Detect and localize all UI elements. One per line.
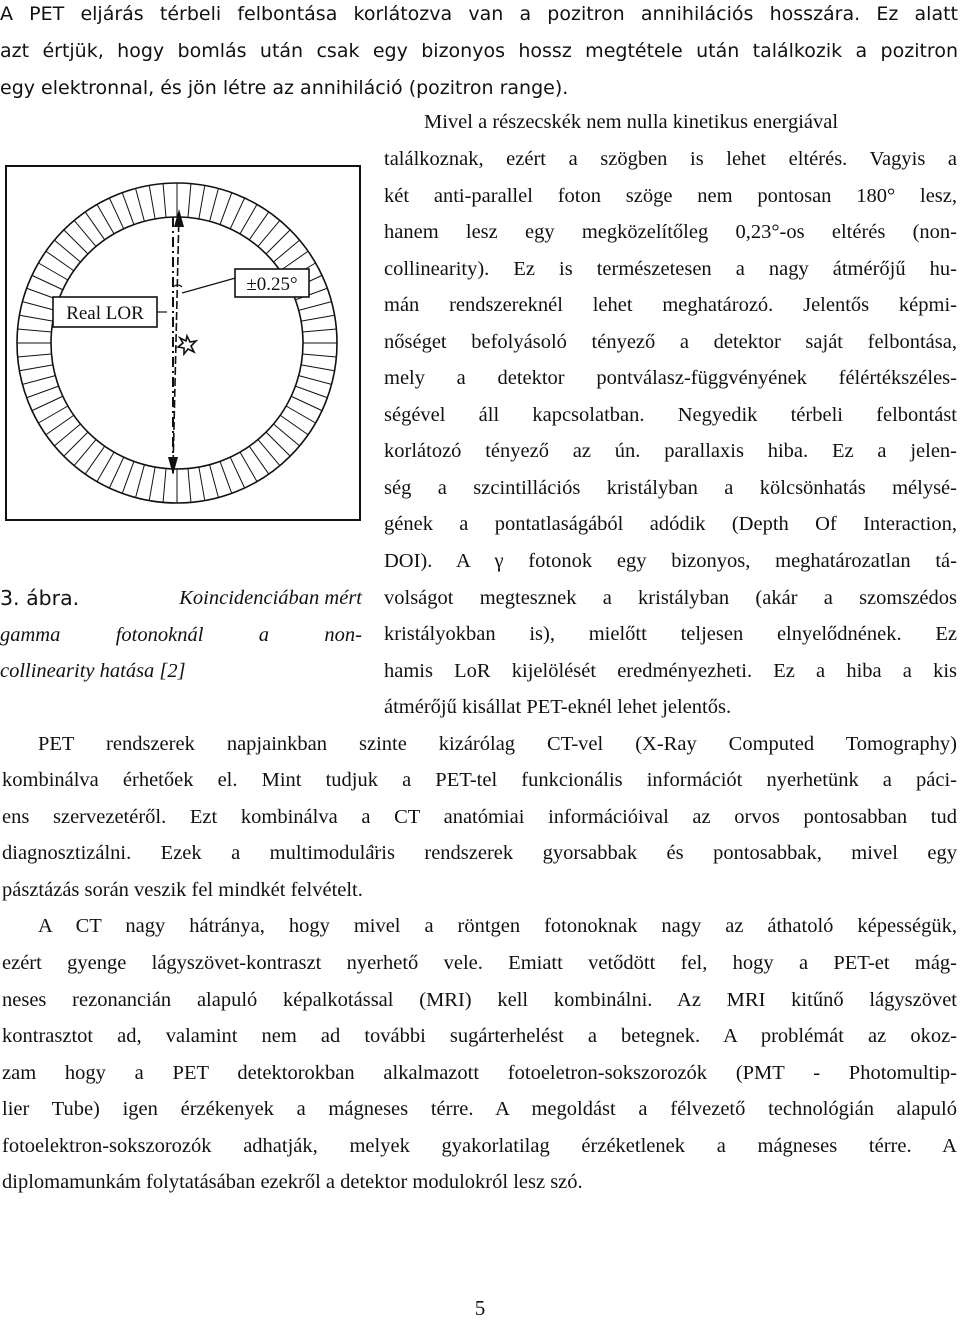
caption-number: 3. ábra. [0,586,80,610]
text-line: kombinálva érhetőek el. Mint tudjuk a PET-tel funkcionális információt nyerhetünk a páci- [2,769,957,791]
text-line: A PET eljárás térbeli felbontása korlátozva van a pozitron annihilációs hosszára. Ez alatt [0,3,958,25]
detector-crystal [299,302,332,311]
detector-crystal [122,193,134,225]
detector-crystal [74,220,96,246]
detector-crystal [230,198,244,229]
text-line: egy elektronnal, és jön létre az annihiláció (pozitron range). [0,77,569,99]
detector-crystal [64,230,88,254]
detector-crystal [188,469,191,503]
text-line: mán rendszereknél lehet meghatározó. Jelentős képmi- [384,294,957,316]
detector-crystal [199,185,205,218]
detector-crystal [38,263,67,280]
figure-noncollinearity [5,165,361,521]
detector-crystal [280,415,308,435]
detector-crystal [230,457,244,488]
detector-crystal [38,406,67,423]
text-line: két anti-parallel foton szöge nem pontosan 180° lesz, [384,185,957,207]
text-line: gének a pontatlaságából adódik (Depth Of Interaction, [384,513,957,535]
detector-crystal [274,424,300,446]
detector-crystal [22,302,55,311]
text-line: zam hogy a PET detektorokban alkalmazott fotoeletron-sokszorozók (PMT - Photomultip- [2,1062,957,1084]
detector-crystal [291,396,322,410]
text-line: diagnosztizálni. Ezek a multimodulá̈ris rendszerek gyorsabbak és pontosabbak, mivel egy [2,842,957,864]
annihilation-point-icon [178,336,196,354]
text-line: Mivel a részecskék nem nulla kinetikus energiával [424,111,839,133]
detector-crystal [136,465,145,498]
caption-text: Koincidenciában mért [179,587,362,609]
text-line: lier Tube) igen érzékenyek a mágneses térre. A megoldást a félvezető technológián alapuló [2,1098,957,1120]
detector-crystal [97,204,114,233]
detector-crystal [109,198,123,229]
detector-crystal [149,185,155,218]
detector-crystal [163,469,166,503]
detector-crystal [240,452,257,481]
detector-crystal [266,432,290,456]
detector-crystal [303,329,337,332]
detector-crystal [286,406,315,423]
caption-line: collinearity hatása [2] [0,660,186,682]
caption-line [0,586,362,610]
detector-crystal [301,315,334,321]
detector-crystal [54,424,80,446]
detector-crystal [220,193,232,225]
text-line: kontrasztot ad, valamint nem ad további sugárterhelést a betegnek. A problémát az okoz- [2,1025,957,1047]
detector-crystal [258,440,280,466]
detector-crystal [19,315,52,321]
text-line: fotoelektron-sokszorozók adhatják, melyek gyakorlatilag érzéketlenek a mágneses térre. A [2,1135,957,1157]
detector-crystal [109,457,123,488]
text-line: diplomamunkám folytatásában ezekről a detektor modulokról lesz szó. [2,1171,583,1193]
text-line: PET rendszerek napjainkban szinte kizárólag CT-vel (X-Ray Computed Tomography) [38,733,957,755]
detector-crystal [280,251,308,271]
text-line: collinearity). Ez is természetesen a nagy átmérőjű hu- [384,258,957,280]
detector-crystal [46,251,74,271]
detector-crystal [258,220,280,246]
detector-crystal [299,376,332,385]
detector-crystal [97,452,114,481]
detector-crystal [199,467,205,500]
detector-crystal [122,461,134,493]
detector-crystal [136,188,145,221]
detector-crystal [46,415,74,435]
detector-crystal [210,465,219,498]
detector-crystal [54,240,80,262]
detector-crystal [266,230,290,254]
text-line: mely a detektor pontválasz-függvényének félértékszéles- [384,367,957,389]
text-line: azt értjük, hogy bomlás után csak egy bizonyos hossz megtétele után találkozik a pozitron [0,40,958,62]
detector-crystal [188,184,191,218]
text-line: A CT nagy hátránya, hogy mivel a röntgen fotonoknak nagy az áthatoló képességük, [38,915,957,937]
angle-label: ±0.25° [246,274,298,295]
text-line: ségével áll kapcsolatban. Negyedik térbeli felbontást [384,404,957,426]
text-line: korlátozó tényező az ún. parallaxis hiba. Ez a jelen- [384,440,957,462]
text-line: találkoznak, ezért a szögben is lehet eltérés. Vagyis a [384,148,957,170]
text-line: pásztázás során veszik fel mindkét felvételt. [2,879,363,901]
text-line: ség a szcintillációs kristályban a kölcsönhatás mélysé- [384,477,957,499]
page-number: 5 [474,1296,486,1320]
text-line: hanem lesz egy megközelítőleg 0,23°-os eltérés (non- [384,221,957,243]
detector-crystal [18,354,52,357]
arrowhead-top [174,209,184,227]
text-line: nőséget befolyásoló tényező a detektor saját felbontása, [384,331,957,353]
detector-crystal [303,354,337,357]
text-line: ezért gyenge lágyszövet-kontraszt nyerhető vele. Emiatt vetődött fel, hogy a PET-et mág- [2,952,957,974]
detector-ring-diagram [7,167,359,519]
real-lor-label: Real LOR [66,303,144,324]
text-line: ens szervezetéről. Ezt kombinálva a CT anatómiai információival az orvos pontosabban tud [2,806,957,828]
text-line: volságot megtesznek a kristályban (akár a szomszédos [384,587,957,609]
text-line: DOI). A γ fotonok egy bizonyos, meghatározatlan tá- [384,550,957,572]
text-line: átmérőjű kisállat PET-eknél lehet jelentős. [384,696,732,718]
detector-crystal [149,467,155,500]
detector-crystal [249,446,269,474]
detector-crystal [32,396,63,410]
detector-crystal [295,386,327,398]
detector-crystal [85,446,105,474]
detector-crystal [163,184,166,218]
detector-crystal [249,212,269,240]
detector-crystal [18,329,52,332]
detector-crystal [32,275,63,289]
text-line: neses rezonancián alapuló képalkotással (MRI) kell kombinálni. Az MRI kitűnő lágyszövet [2,989,957,1011]
detector-crystal [27,386,59,398]
text-line: kristályokban is), mielőtt teljesen elnyelődnének. Ez [384,623,957,645]
detector-ring [17,183,337,503]
detector-crystal [210,188,219,221]
caption-line: gamma fotonoknál a non- [0,624,362,646]
detector-crystal [85,212,105,240]
detector-crystal [64,432,88,456]
text-line: hamis LoR kijelölését eredményezheti. Ez a hiba a kis [384,660,957,682]
detector-crystal [301,365,334,371]
detector-crystal [22,376,55,385]
detector-crystal [274,240,300,262]
detector-crystal [19,365,52,371]
detector-crystal [220,461,232,493]
detector-crystal [240,204,257,233]
detector-crystal [74,440,96,466]
